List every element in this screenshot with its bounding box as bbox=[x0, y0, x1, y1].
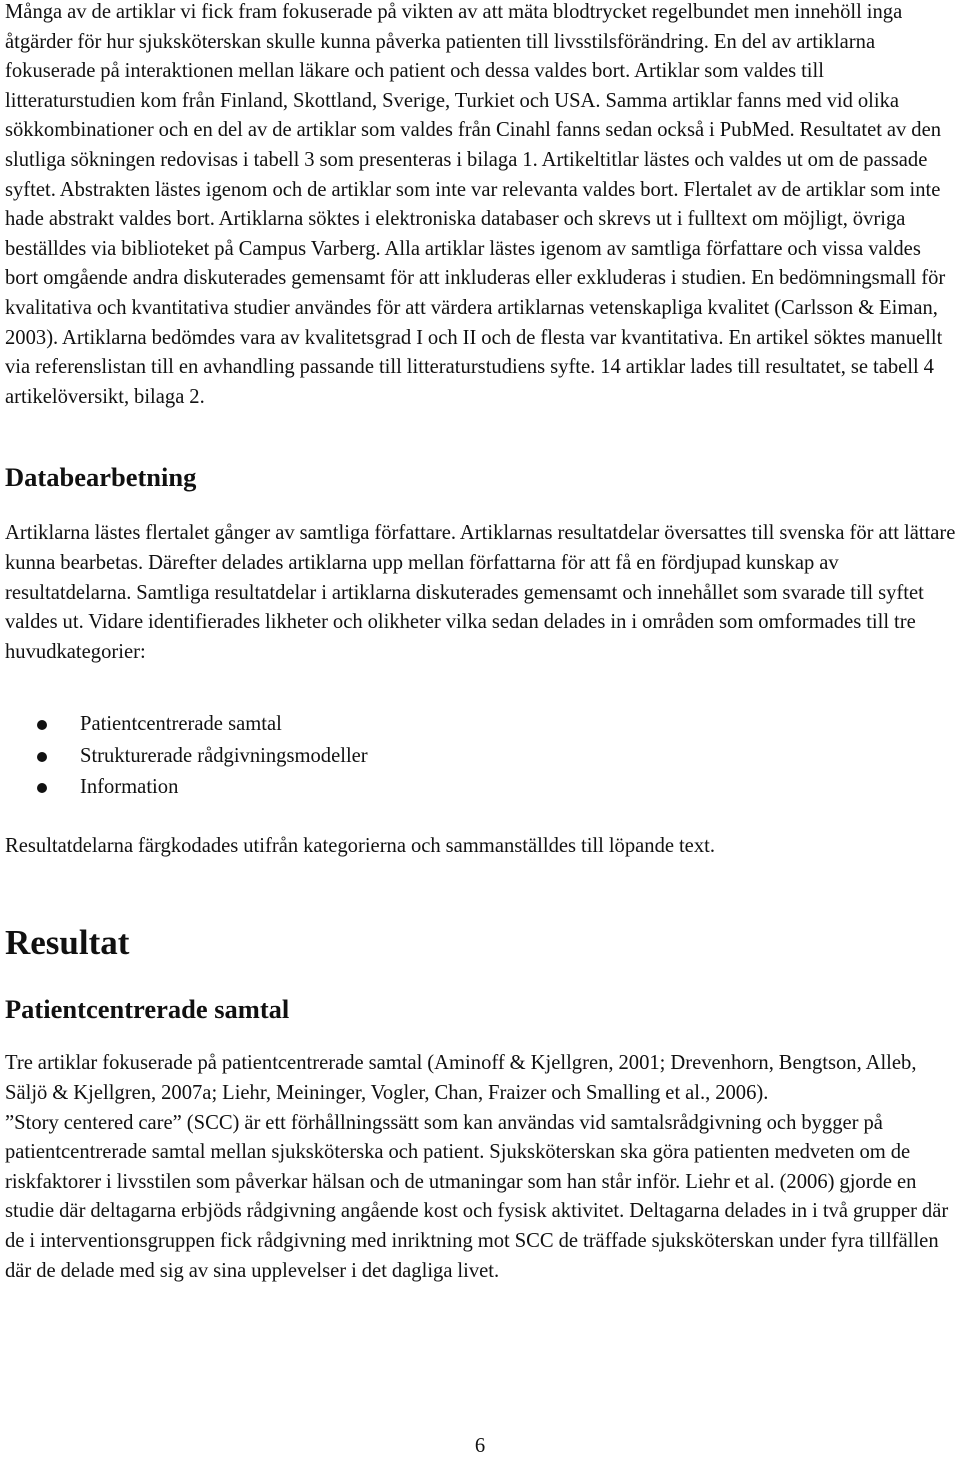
intro-paragraph: Många av de artiklar vi fick fram fokuserade på vikten av att mäta blodtrycket regelbundet men innehöll inga åtgärder för hur sjuksköterskan skulle kunna påverka patienten till livsstilsförändring. En del av artiklarna fokuserade på interaktionen mellan läkare och patient och dessa valdes bort. Artiklar som valdes till litteraturstudien kom från Finland, Skottland, Sverige, Turkiet och USA. Samma artiklar fanns med vid olika sökkombinationer och en del av de artiklar som valdes från Cinahl fanns sedan också i PubMed. Resultatet av den slutliga sökningen redovisas i tabell 3 som presenteras i bilaga 1. Artikeltitlar lästes och valdes ut om de passade syftet. Abstrakten lästes igenom och de artiklar som inte var relevanta valdes bort. Flertalet av de artiklar som inte hade abstrakt valdes bort. Artiklarna söktes i elektroniska databaser och skrevs ut i fulltext om möjligt, övriga beställdes via biblioteket på Campus Varberg. Alla artiklar lästes igenom av samtliga författare och vissa valdes bort omgående andra diskuterades gemensamt för att inkluderas eller exkluderas i studien. En bedömningsmall för kvalitativa och kvantitativa studier användes för att värdera artiklarnas vetenskapliga kvalitet (Carlsson & Eiman, 2003). Artiklarna bedömdes vara av kvalitetsgrad I och II och de flesta var kvantitativa. En artikel söktes manuellt via referenslistan till en avhandling passande till litteraturstudiens syfte. 14 artiklar lades till resultatet, se tabell 4 artikelöversikt, bilaga 2. bbox=[5, 1, 946, 408]
color-coding-paragraph: Resultatdelarna färgkodades utifrån kategorierna och sammanställdes till löpande text. bbox=[5, 834, 715, 857]
bullet-icon bbox=[37, 783, 47, 793]
page-number: 6 bbox=[474, 1435, 486, 1457]
resultat-heading: Resultat bbox=[5, 923, 130, 963]
bullet-icon bbox=[37, 720, 47, 730]
databearbetning-heading: Databearbetning bbox=[5, 462, 197, 493]
document-page bbox=[5, 0, 958, 1286]
result-paragraph-1: Tre artiklar fokuserade på patientcentrerade samtal (Aminoff & Kjellgren, 2001; Drevenhorn, Bengtson, Alleb, Säljö & Kjellgren, 2007a; Liehr, Meininger, Vogler, Chan, Fraizer och Smalling et al., 2006). bbox=[5, 1052, 917, 1104]
category-list bbox=[5, 709, 958, 804]
category-label: Patientcentrerade samtal bbox=[80, 713, 282, 736]
patientcentrerade-samtal-heading: Patientcentrerade samtal bbox=[5, 994, 290, 1025]
category-item bbox=[5, 709, 958, 741]
databearbetning-paragraph: Artiklarna lästes flertalet gånger av samtliga författare. Artiklarnas resultatdelar översattes till svenska för att lättare kunna bearbetas. Därefter delades artiklarna upp mellan författarna för att få en fördjupad kunskap av resultatdelarna. Samtliga resultatdelar i artiklarna diskuterades gemensamt och innehållet som svarade till syftet valdes ut. Vidare identifierades likheter och olikheter vilka sedan delades in i områden som omformades till tre huvudkategorier: bbox=[5, 522, 956, 663]
category-label: Information bbox=[80, 776, 179, 799]
bullet-icon bbox=[37, 752, 47, 762]
category-label: Strukturerade rådgivningsmodeller bbox=[80, 744, 368, 767]
result-paragraph-2: ”Story centered care” (SCC) är ett förhållningssätt som kan användas vid samtalsrådgivning och bygger på patientcentrerade samtal mellan sjuksköterska och patient. Sjuksköterskan ska göra patienten medveten om de riskfaktorer i livsstilen som påverkar hälsan och de utmaningar som han står inför. Liehr et al. (2006) gjorde en studie där deltagarna erbjöds rådgivning angående kost och fysisk aktivitet. Deltagarna delades in i två grupper där de i interventionsgruppen fick rådgivning med inriktning mot SCC de träffade sjuksköterskan under fyra tillfällen där de delade med sig av sina upplevelser i det dagliga livet. bbox=[5, 1111, 949, 1282]
category-item bbox=[5, 772, 958, 804]
category-item bbox=[5, 741, 958, 773]
